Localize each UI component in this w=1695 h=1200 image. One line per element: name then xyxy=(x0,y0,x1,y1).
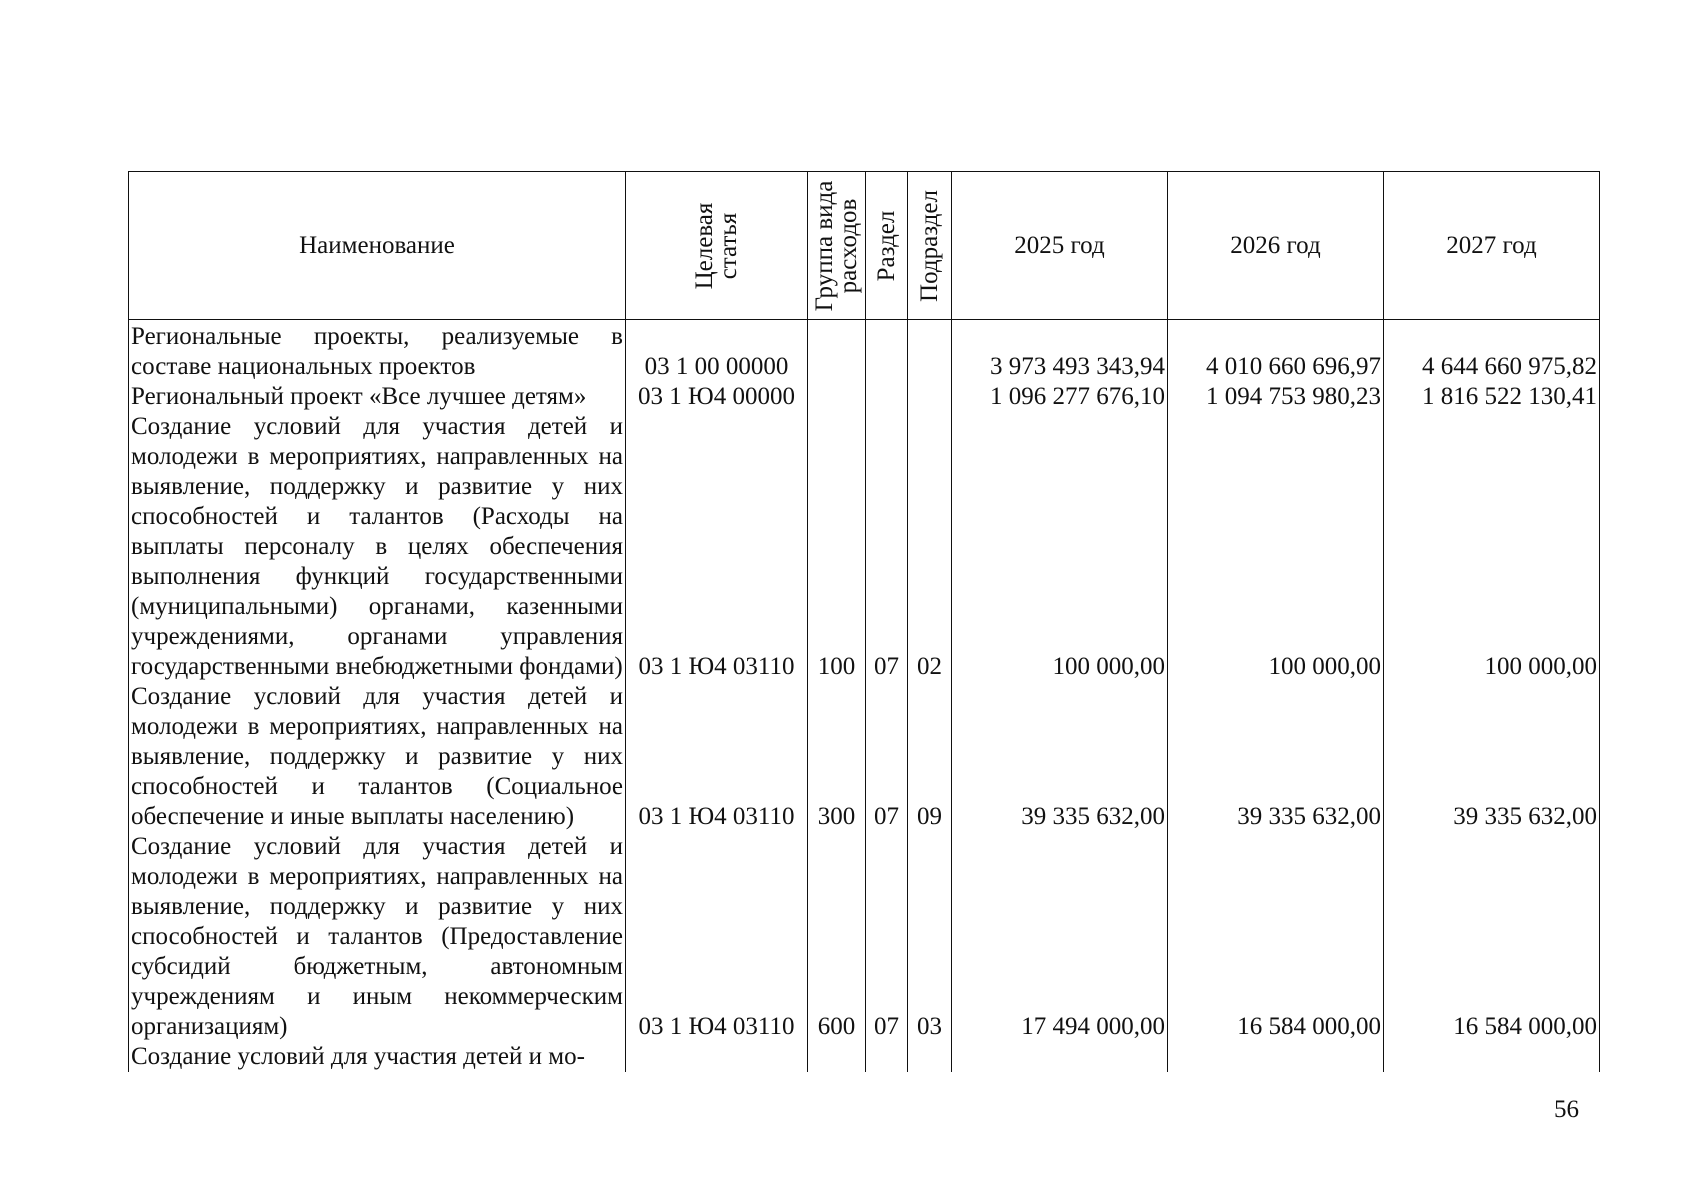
row-amount-2025: 39 335 632,00 xyxy=(952,682,1168,832)
row-expense-group: 300 xyxy=(808,682,866,832)
row-amount-2025: 3 973 493 343,94 xyxy=(952,320,1168,383)
header-name: Наименование xyxy=(129,172,626,320)
row-amount-2025: 1 096 277 676,10 xyxy=(952,382,1168,412)
row-amount-2026: 4 010 660 696,97 xyxy=(1168,320,1384,383)
row-amount-2026: 1 094 753 980,23 xyxy=(1168,382,1384,412)
row-expense-group: 600 xyxy=(808,832,866,1042)
row-subsection xyxy=(908,1042,952,1072)
row-amount-2026 xyxy=(1168,1042,1384,1072)
header-section-label: Раздел xyxy=(872,210,900,281)
header-target-article-line2: статья xyxy=(714,212,742,279)
table-row xyxy=(129,320,1600,383)
row-target-article xyxy=(626,1042,808,1072)
row-expense-group xyxy=(808,320,866,383)
table-row xyxy=(129,832,1600,1042)
row-expense-group: 100 xyxy=(808,412,866,682)
row-name: Региональный проект «Все лучшее детям» xyxy=(129,382,626,412)
row-amount-2026: 39 335 632,00 xyxy=(1168,682,1384,832)
row-expense-group xyxy=(808,382,866,412)
page-number: 56 xyxy=(1554,1096,1579,1123)
row-target-article: 03 1 Ю4 03110 xyxy=(626,682,808,832)
row-section: 07 xyxy=(866,832,908,1042)
row-amount-2026: 16 584 000,00 xyxy=(1168,832,1384,1042)
row-target-article: 03 1 Ю4 03110 xyxy=(626,412,808,682)
row-amount-2025: 100 000,00 xyxy=(952,412,1168,682)
row-subsection: 03 xyxy=(908,832,952,1042)
header-expense-group-line1: Группа вида xyxy=(810,180,838,311)
row-subsection: 09 xyxy=(908,682,952,832)
header-subsection xyxy=(908,172,952,320)
row-target-article: 03 1 Ю4 00000 xyxy=(626,382,808,412)
row-amount-2027: 39 335 632,00 xyxy=(1384,682,1600,832)
row-name: Создание условий для участия детей и молодежи в мероприятиях, направленных на выявление, поддержку и развитие у них способностей и талантов (Расходы на выплаты персоналу в целях обеспечения выполнения функций государственными (муниципальными) органами, казенными учреждениями, органами управления государственными внебюджетными фондами) xyxy=(129,412,626,682)
row-subsection xyxy=(908,320,952,383)
row-amount-2027: 4 644 660 975,82 xyxy=(1384,320,1600,383)
row-subsection: 02 xyxy=(908,412,952,682)
row-amount-2026: 100 000,00 xyxy=(1168,412,1384,682)
row-name: Создание условий для участия детей и молодежи в мероприятиях, направленных на выявление, поддержку и развитие у них способностей и талантов (Предоставление субсидий бюджетным, автономным учреждениям и иным некоммерческим организациям) xyxy=(129,832,626,1042)
row-subsection xyxy=(908,382,952,412)
row-name: Региональные проекты, реализуемые в составе национальных проектов xyxy=(129,320,626,383)
row-name: Создание условий для участия детей и мо- xyxy=(129,1042,626,1072)
header-expense-group-line2: расходов xyxy=(834,198,862,293)
table-row xyxy=(129,412,1600,682)
header-2025: 2025 год xyxy=(952,172,1168,320)
row-section xyxy=(866,320,908,383)
row-section xyxy=(866,382,908,412)
header-section xyxy=(866,172,908,320)
row-section: 07 xyxy=(866,682,908,832)
table-row xyxy=(129,382,1600,412)
header-target-article-line1: Целевая xyxy=(690,202,718,289)
table-row xyxy=(129,1042,1600,1072)
row-amount-2025 xyxy=(952,1042,1168,1072)
header-target-article xyxy=(626,172,808,320)
table-header-row xyxy=(129,172,1600,320)
header-2027: 2027 год xyxy=(1384,172,1600,320)
table-row xyxy=(129,682,1600,832)
row-amount-2027: 100 000,00 xyxy=(1384,412,1600,682)
row-target-article: 03 1 Ю4 03110 xyxy=(626,832,808,1042)
header-2026: 2026 год xyxy=(1168,172,1384,320)
row-amount-2027: 16 584 000,00 xyxy=(1384,832,1600,1042)
row-name: Создание условий для участия детей и молодежи в мероприятиях, направленных на выявление, поддержку и развитие у них способностей и талантов (Социальное обеспечение и иные выплаты населению) xyxy=(129,682,626,832)
header-expense-group xyxy=(808,172,866,320)
row-amount-2027 xyxy=(1384,1042,1600,1072)
row-expense-group xyxy=(808,1042,866,1072)
row-section: 07 xyxy=(866,412,908,682)
header-subsection-label: Подраздел xyxy=(915,189,943,302)
budget-table xyxy=(128,171,1600,1072)
row-section xyxy=(866,1042,908,1072)
row-target-article: 03 1 00 00000 xyxy=(626,320,808,383)
row-amount-2027: 1 816 522 130,41 xyxy=(1384,382,1600,412)
row-amount-2025: 17 494 000,00 xyxy=(952,832,1168,1042)
